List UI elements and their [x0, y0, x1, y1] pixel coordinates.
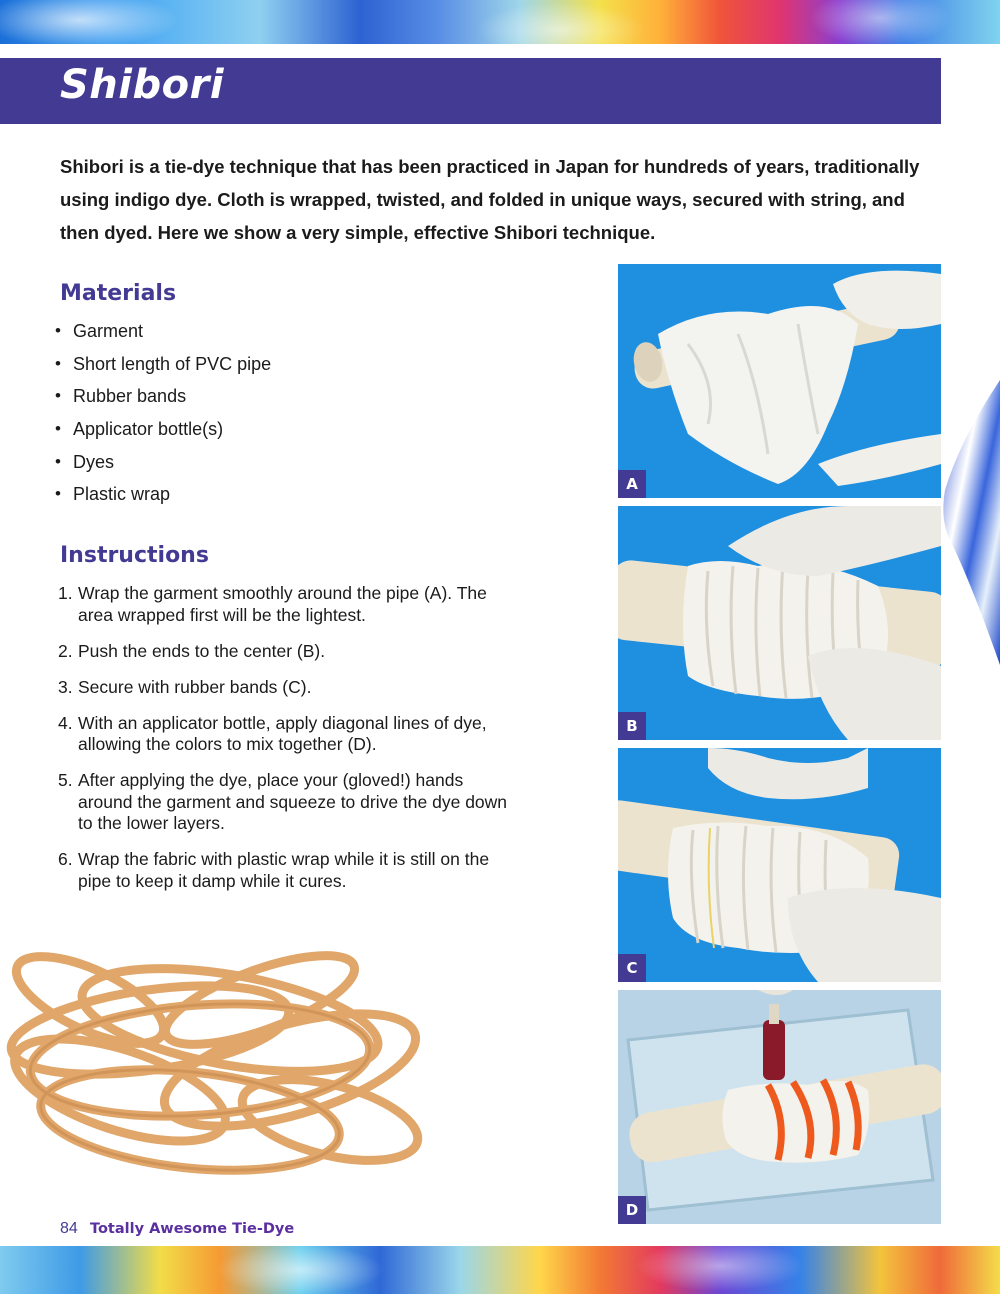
step-photo-b [618, 506, 941, 740]
photo-label: A [618, 470, 646, 498]
list-item: • Applicator bottle(s) [55, 415, 271, 448]
intro-paragraph: Shibori is a tie-dye technique that has been practiced in Japan for hundreds of years, traditionally using indigo dye. Cloth is wrapped, twisted, and folded in unique ways, secured with string, and then dyed. Here we show a very simple, effective Shibori technique. [60, 156, 920, 243]
book-title: Totally Awesome Tie-Dye [90, 1221, 295, 1237]
list-item: • Rubber bands [55, 382, 271, 415]
tie-dye-banner-bottom [0, 1246, 1000, 1294]
tie-dye-banner-top [0, 0, 1000, 44]
photo-label: D [618, 1196, 646, 1224]
photo-label: C [618, 954, 646, 982]
list-item: • Short length of PVC pipe [55, 350, 271, 383]
instruction-step: 5. After applying the dye, place your (gloved!) hands around the garment and squeeze to drive the dye down to the lower layers. [58, 770, 508, 833]
instruction-step: 6. Wrap the fabric with plastic wrap while it is still on the pipe to keep it damp while it cures. [58, 849, 490, 891]
step-photo-a [618, 264, 941, 498]
bullet-icon: • [55, 321, 61, 340]
photo-b-illustration [618, 506, 941, 740]
tie-dye-swatch [940, 380, 1000, 665]
list-item: • Garment [55, 317, 271, 350]
instruction-step: 4. With an applicator bottle, apply diagonal lines of dye, allowing the colors to mix together (D). [58, 712, 487, 754]
bullet-icon: • [55, 451, 61, 471]
bullet-icon: • [55, 386, 61, 406]
instructions-list [58, 583, 508, 907]
photo-d-illustration [618, 990, 941, 1224]
step-photo-c [618, 748, 941, 982]
bullet-icon: • [55, 353, 61, 373]
step-photo-d [618, 990, 941, 1224]
photo-c-illustration [618, 748, 941, 982]
bullet-icon: • [55, 484, 61, 504]
instruction-step: 3. Secure with rubber bands (C). [58, 676, 312, 697]
page-title: Shibori [60, 62, 225, 108]
rubber-bands-illustration [0, 920, 445, 1210]
list-item: • Dyes [55, 448, 271, 481]
list-item: • Plastic wrap [55, 480, 271, 513]
page-number: 84 [60, 1220, 78, 1237]
instruction-step: 1. Wrap the garment smoothly around the pipe (A). The area wrapped first will be the lightest. [58, 583, 487, 625]
instructions-heading: Instructions [60, 543, 209, 568]
materials-heading: Materials [60, 281, 177, 306]
instruction-step: 2. Push the ends to the center (B). [58, 640, 326, 661]
materials-list [55, 317, 271, 513]
photo-label: B [618, 712, 646, 740]
bullet-icon: • [55, 419, 61, 439]
photo-a-illustration [618, 264, 941, 498]
